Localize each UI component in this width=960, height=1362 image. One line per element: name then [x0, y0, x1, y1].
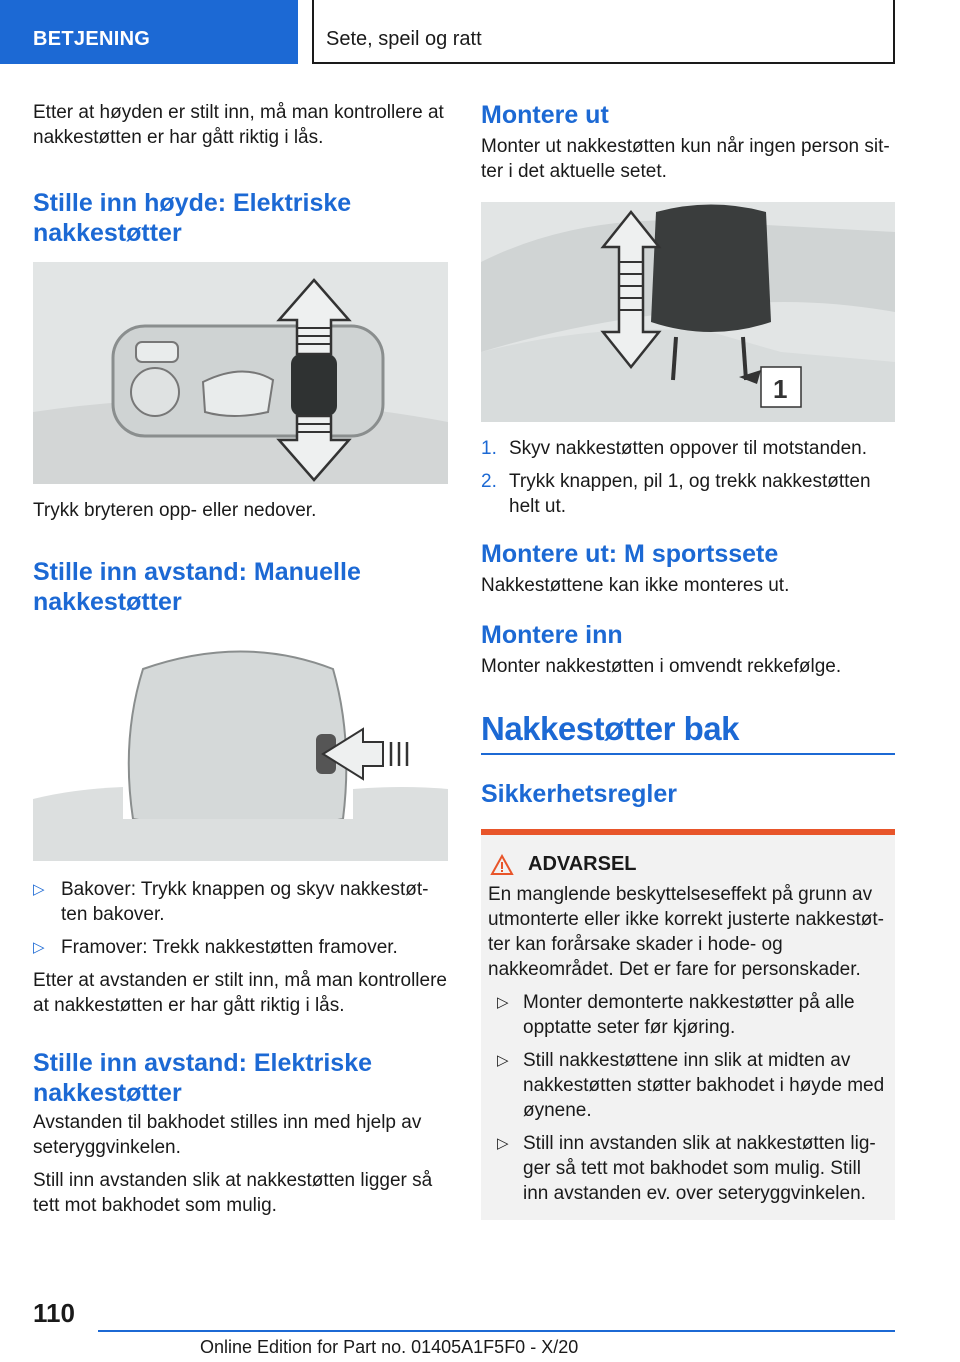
distance-check-text: Etter at avstanden er stilt inn, må man kontrollere at nakkestøtten er har gått riktig i lås.: [33, 970, 447, 1016]
heading-rear-headrests: Nakkestøtter bak: [481, 710, 739, 747]
divider: [481, 753, 895, 755]
page-number: 110: [33, 1298, 75, 1328]
seat-switch-icon: [33, 262, 448, 484]
manual-distance-list: [33, 877, 448, 960]
warning-title: ADVARSEL: [488, 853, 887, 876]
warning-text: En manglende beskyttelseseffekt på grunn av utmonterte eller ikke korrekt justerte nakkestøtter kan forårsake skader i hode- og nakkeområdet. Det er fare for personskader.: [488, 884, 884, 980]
callout-label: 1: [773, 374, 788, 404]
height-check-text: Etter at høyden er stilt inn, må man kontrollere at nakkestøtten er har gått riktig i lås.: [33, 102, 444, 148]
list-item: ▷ Monter demonterte nakkestøtter på alle opptatte seter før kjøring.: [497, 992, 855, 1038]
footer-edition: Online Edition for Part no. 01405A1F5F0 - X/20: [200, 1337, 579, 1357]
remove-text: Monter ut nakkestøtten kun når ingen person sitter i det aktuelle setet.: [481, 136, 890, 182]
list-item: ▷ Still nakkestøttene inn slik at midten av nakkestøtten støtter bakhodet i høyde med øynene.: [497, 1050, 885, 1121]
switch-instruction: Trykk bryteren opp- eller nedover.: [33, 500, 317, 521]
warning-list: [488, 990, 887, 1206]
triangle-bullet-icon: ▷: [497, 994, 509, 1011]
chapter-title: Sete, speil og ratt: [312, 0, 895, 64]
section-tab: BETJENING: [0, 0, 298, 64]
seat-switch-illustration: [33, 262, 448, 484]
triangle-bullet-icon: ▷: [497, 1135, 509, 1152]
list-item: 1. Skyv nakkestøtten oppover til motstanden.: [481, 438, 868, 459]
page-header: [0, 0, 960, 66]
triangle-bullet-icon: ▷: [33, 881, 45, 898]
triangle-bullet-icon: ▷: [33, 939, 45, 956]
heading-electric-distance: Stille inn avstand: Elektriske nakkestøtter: [33, 1049, 373, 1107]
list-item: ▷ Still inn avstanden slik at nakkestøtten ligger så tett mot bakhodet som mulig. Still inn avstanden ev. over seteryggvinkelen.: [497, 1133, 876, 1204]
warning-triangle-icon: [490, 854, 514, 876]
heading-manual-distance: Stille inn avstand: Manuelle nakkestøtter: [33, 558, 361, 616]
install-text: Monter nakkestøtten i omvendt rekkefølge.: [481, 656, 842, 677]
close-fit-text: Still inn avstanden slik at nakkestøtten ligger så tett mot bakhodet som mulig.: [33, 1170, 433, 1216]
heading-m-sport: Montere ut: M sportssete: [481, 540, 779, 568]
headrest-remove-icon: [481, 202, 895, 422]
right-column: [481, 100, 895, 1220]
warning-box: [481, 829, 895, 1220]
backrest-text: Avstanden til bakhodet stilles inn med hjelp av seteryggvinkelen.: [33, 1112, 422, 1158]
left-column: [33, 100, 448, 1218]
list-item: 2. Trykk knappen, pil 1, og trekk nakkestøtten helt ut.: [481, 471, 871, 517]
list-item: ▷ Framover: Trekk nakkestøtten framover.: [33, 937, 398, 958]
rear-headrest-illustration: [481, 202, 895, 422]
triangle-bullet-icon: ▷: [497, 1052, 509, 1069]
m-sport-text: Nakkestøttene kan ikke monteres ut.: [481, 575, 790, 596]
headrest-manual-illustration: [33, 639, 448, 861]
heading-safety: Sikkerhetsregler: [481, 780, 677, 808]
heading-install: Montere inn: [481, 621, 623, 649]
headrest-button-icon: [33, 639, 448, 861]
list-item: ▷ Bakover: Trykk knappen og skyv nakkestøtten bakover.: [33, 879, 429, 925]
footer-divider: [98, 1330, 895, 1332]
remove-steps: [481, 436, 895, 519]
heading-electric-height: Stille inn høyde: Elektriske nakkestøtter: [33, 189, 352, 247]
heading-remove: Montere ut: [481, 101, 609, 129]
